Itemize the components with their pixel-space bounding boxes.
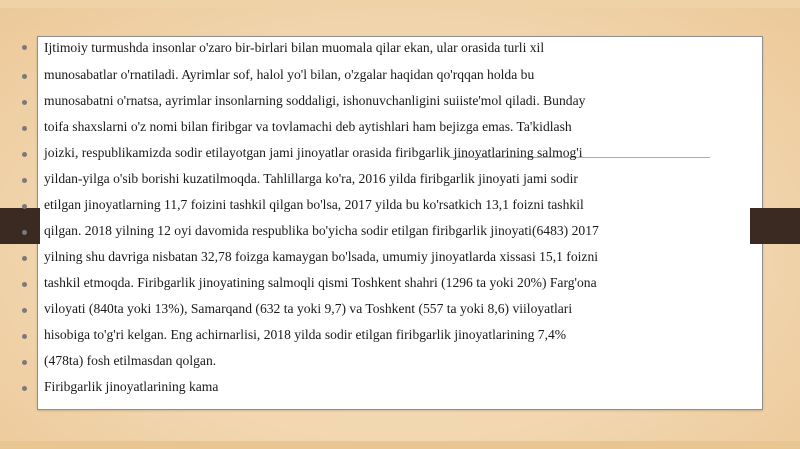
text-line: joizki, respublikamizda sodir etilayotgan jami jinoyatlar orasida firibgarlik jinoyatlarining salmog'i bbox=[44, 145, 583, 160]
bullet-icon bbox=[22, 256, 27, 261]
text-line: hisobiga to'g'ri kelgan. Eng achirnarlisi, 2018 yilda sodir etilgan firibgarlik jinoyatlarining 7,4% bbox=[44, 327, 567, 342]
text-line: qilgan. 2018 yilning 12 oyi davomida respublika bo'yicha sodir etilgan firibgarlik jinoyati(6483) 2017 bbox=[44, 223, 599, 238]
bullet-icon bbox=[22, 334, 27, 339]
text-line: toifa shaxslarni o'z nomi bilan firibgar va tovlamachi deb aytishlari ham bejizga emas. Ta'kidlash bbox=[44, 119, 572, 134]
bullet-icon bbox=[22, 308, 27, 313]
bullet-icon bbox=[22, 45, 27, 50]
bullet-icon bbox=[22, 126, 27, 131]
bullet-icon bbox=[22, 74, 27, 79]
text-line: munosabatlar o'rnatiladi. Ayrimlar sof, halol yo'l bilan, o'zgalar haqidan qo'rqqan holda bu bbox=[44, 67, 535, 82]
bullet-icon bbox=[22, 178, 27, 183]
text-line: etilgan jinoyatlarning 11,7 foizini tashkil qilgan bo'lsa, 2017 yilda bu ko'rsatkich 13,1 foizni tashkil bbox=[44, 197, 584, 212]
bullet-icon bbox=[22, 282, 27, 287]
text-line: (478ta) fosh etilmasdan qolgan. bbox=[44, 353, 217, 368]
text-line: munosabatni o'rnatsa, ayrimlar insonlarning soddaligi, ishonuvchanligini suiiste'mol qiladi. Bunday bbox=[44, 93, 586, 108]
text-line: tashkil etmoqda. Firibgarlik jinoyatining salmoqli qismi Toshkent shahri (1296 ta yoki 20%) Farg'ona bbox=[44, 275, 597, 290]
bullet-icon bbox=[22, 230, 27, 235]
text-line: viloyati (840ta yoki 13%), Samarqand (632 ta yoki 9,7) va Toshkent (557 ta yoki 8,6) viiloyatlari bbox=[44, 301, 573, 316]
bullet-icon bbox=[22, 100, 27, 105]
bullet-icon bbox=[22, 152, 27, 157]
text-line: Firibgarlik jinoyatlarining kama bbox=[44, 379, 219, 394]
bullet-icon bbox=[22, 204, 27, 209]
bullet-icon bbox=[22, 386, 27, 391]
text-line: Ijtimoiy turmushda insonlar o'zaro bir-birlari bilan muomala qilar ekan, ular orasida turli xil bbox=[44, 40, 545, 55]
bullet-icon bbox=[22, 360, 27, 365]
text-line: yildan-yilga o'sib borishi kuzatilmoqda. Tahlillarga ko'ra, 2016 yilda firibgarlik jinoyati jami sodir bbox=[44, 171, 578, 186]
text-line: yilning shu davriga nisbatan 32,78 foizga kamaygan bo'lsada, umumiy jinoyatlarda xissasi 15,1 foizni bbox=[44, 249, 599, 264]
